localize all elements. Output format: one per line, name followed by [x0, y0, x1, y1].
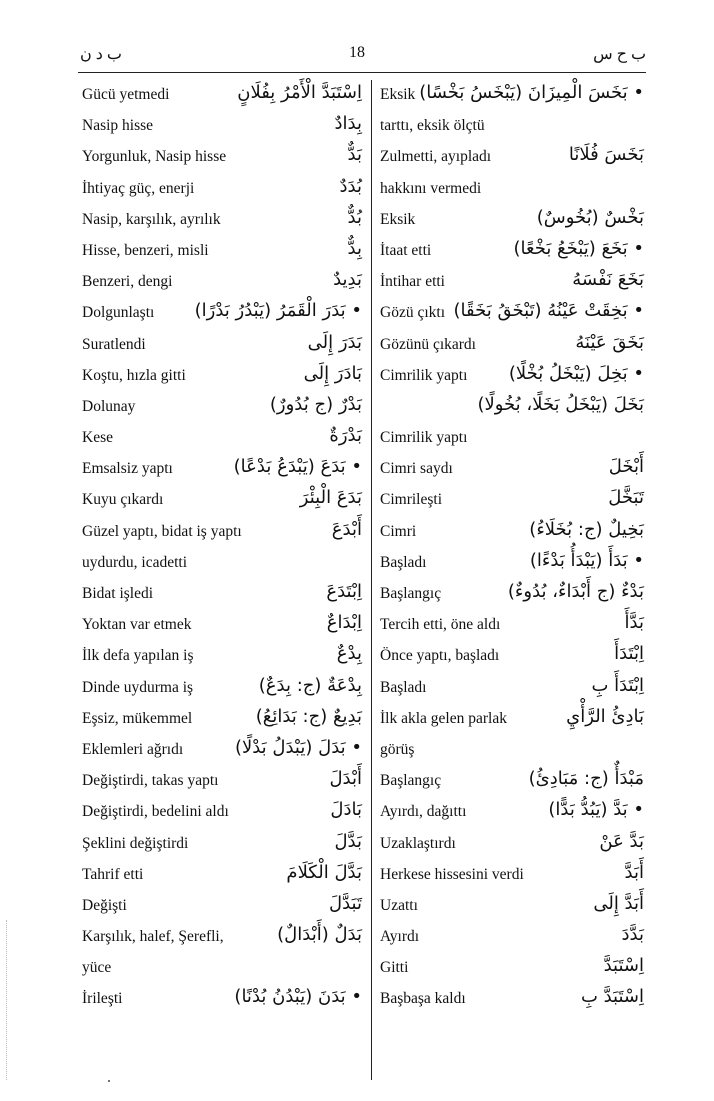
arabic-headword: • بَدَلَ (يَبْدَلُ بَدْلًا)	[234, 736, 362, 758]
dictionary-entry	[82, 332, 364, 363]
arabic-headword: بَدَرَ إِلَى	[307, 331, 362, 353]
turkish-meaning: Eksik	[380, 86, 416, 103]
turkish-meaning: görüş	[380, 740, 415, 758]
dictionary-entry	[82, 207, 364, 238]
arabic-headword: اِبْدَاعٌ	[326, 612, 362, 634]
turkish-meaning: Gözü çıktı	[380, 304, 445, 322]
turkish-meaning: Değiştirdi, takas yaptı	[82, 772, 219, 790]
header-letters-right: ب ح س	[593, 46, 646, 63]
turkish-meaning: Başbaşa kaldı	[380, 990, 466, 1008]
dictionary-entry	[380, 550, 646, 581]
arabic-headword: بَخَلَ (يَبْخَلُ بَخَلًا، بُخُولًا)	[477, 393, 644, 415]
dictionary-entry	[82, 581, 364, 612]
turkish-meaning: Bidat işledi	[82, 585, 154, 602]
turkish-meaning: hakkını vermedi	[380, 179, 482, 197]
dictionary-entry	[380, 269, 646, 300]
arabic-headword: أَبْدَعَ	[331, 518, 362, 540]
turkish-meaning: Kese	[82, 429, 113, 447]
arabic-headword: اِسْتَبَدَّ الْأَمْرُ بِفُلَانٍ	[237, 82, 362, 103]
turkish-meaning: Güzel yaptı, bidat iş yaptı	[82, 522, 242, 540]
header-rule	[78, 72, 646, 73]
arabic-headword: بَدَعَ الْبِئْرَ	[299, 487, 362, 509]
turkish-meaning: İrileşti	[82, 990, 123, 1008]
header-letters-left: ب د ن	[80, 46, 122, 63]
arabic-headword: بَدَّدَ	[621, 924, 644, 946]
dictionary-entry	[380, 425, 646, 456]
turkish-meaning: Eksik	[380, 210, 416, 228]
dictionary-entry	[82, 893, 364, 924]
arabic-headword: بَدِيدٌ	[333, 269, 362, 291]
arabic-headword: • بَدَعَ (يَبْدَعُ بَدْعًا)	[233, 456, 362, 478]
arabic-headword: • بَدَّ (يَبُدُّ بَدًّا)	[548, 799, 644, 821]
arabic-headword: بِدَادٌ	[334, 113, 362, 135]
arabic-headword: بُدَدٌ	[339, 175, 362, 197]
turkish-meaning: Dolunay	[82, 397, 136, 415]
dictionary-entry	[380, 487, 646, 518]
dictionary-entry	[82, 955, 364, 986]
dictionary-entry	[82, 238, 364, 269]
turkish-meaning: Herkese hissesini verdi	[380, 865, 524, 883]
scan-margin-mark	[6, 920, 7, 1080]
dictionary-entry	[82, 394, 364, 425]
turkish-meaning: Değiştirdi, bedelini aldı	[82, 803, 229, 821]
turkish-meaning: yüce	[82, 959, 112, 977]
turkish-meaning: Dinde uydurma iş	[82, 678, 194, 696]
dictionary-entry	[82, 862, 364, 893]
turkish-meaning: Cimrilik yaptı	[380, 429, 468, 447]
turkish-meaning: Başlangıç	[380, 772, 442, 790]
arabic-headword: بِدْعَةٌ (ج: بِدَعٌ)	[258, 674, 362, 696]
dictionary-entry	[82, 269, 364, 300]
arabic-headword: • بَخِقَتْ عَيْنُهُ (تَبْخَقُ بَخَقًا)	[453, 300, 644, 322]
dictionary-entry	[380, 955, 646, 986]
arabic-headword: بُدٌّ	[347, 206, 362, 228]
dictionary-entry	[380, 643, 646, 674]
dictionary-entry	[82, 176, 364, 207]
turkish-meaning: Cimrileşti	[380, 491, 442, 509]
arabic-headword: بَادَلَ	[330, 799, 362, 821]
dictionary-entry	[82, 768, 364, 799]
arabic-headword: اِسْتَبَدَّ بِ	[580, 986, 644, 1008]
arabic-headword: بَدَّأَ	[624, 612, 644, 634]
dictionary-entry	[82, 425, 364, 456]
turkish-meaning: Şeklini değiştirdi	[82, 834, 189, 852]
dictionary-entry	[380, 831, 646, 862]
dictionary-entry	[380, 581, 646, 612]
turkish-meaning: İhtiyaç güç, enerji	[82, 179, 195, 197]
dictionary-entry	[82, 799, 364, 830]
dictionary-entry	[82, 737, 364, 768]
dictionary-entry	[82, 706, 364, 737]
dictionary-entry	[380, 113, 646, 144]
arabic-headword: بَدْءٌ (ج أَبْدَاءٌ، بُدُوءٌ)	[507, 581, 644, 602]
turkish-meaning: Gücü yetmedi	[82, 86, 170, 103]
arabic-headword: بَخَعَ نَفْسَهُ	[572, 269, 644, 291]
dictionary-entry	[380, 986, 646, 1017]
turkish-meaning: Tahrif etti	[82, 865, 144, 883]
arabic-headword: اِبْتَدَأَ	[614, 643, 644, 665]
arabic-headword: بَخِيلٌ (ج: بُخَلَاءُ)	[529, 518, 644, 540]
turkish-meaning: Uzaklaştırdı	[380, 834, 456, 852]
dictionary-entry	[82, 831, 364, 862]
turkish-meaning: Gitti	[380, 959, 409, 977]
turkish-meaning: Karşılık, halef, Şerefli,	[82, 928, 224, 946]
column-divider	[371, 80, 372, 1080]
arabic-headword: بَدْرَةٌ	[329, 425, 362, 447]
arabic-headword: بَدَّلَ الْكَلَامَ	[286, 861, 362, 883]
left-column	[82, 82, 364, 1018]
arabic-headword: • بَخِلَ (يَبْخَلُ بُخْلًا)	[508, 362, 644, 384]
dictionary-entry	[380, 862, 646, 893]
arabic-headword: • بَدَأَ (يَبْدَأُ بَدْءًا)	[529, 549, 644, 571]
turkish-meaning: Benzeri, dengi	[82, 273, 173, 291]
dictionary-entry	[82, 550, 364, 581]
turkish-meaning: Hisse, benzeri, misli	[82, 241, 209, 259]
dictionary-entry	[380, 394, 646, 425]
arabic-headword: بَادِئُ الرَّأْيِ	[566, 705, 644, 727]
dictionary-entry	[82, 643, 364, 674]
dictionary-entry	[380, 924, 646, 955]
dictionary-entry	[82, 144, 364, 175]
turkish-meaning: Zulmetti, ayıpladı	[380, 148, 492, 166]
dictionary-entry	[82, 113, 364, 144]
arabic-headword: اِبْتَدَعَ	[326, 581, 362, 602]
turkish-meaning: Başladı	[380, 553, 427, 571]
dictionary-entry	[380, 363, 646, 394]
dictionary-entry	[380, 612, 646, 643]
scan-speck	[108, 1080, 110, 1082]
turkish-meaning: Başladı	[380, 678, 427, 696]
dictionary-entry	[82, 986, 364, 1017]
arabic-headword: أَبْخَلَ	[608, 456, 644, 478]
arabic-headword: • بَدَرَ الْقَمَرُ (يَبْدُرُ بَدْرًا)	[194, 300, 362, 322]
arabic-headword: تَبَدَّلَ	[329, 892, 362, 914]
dictionary-entry	[380, 176, 646, 207]
arabic-headword: أَبَدَّ إِلَى	[593, 892, 644, 914]
turkish-meaning: Ayırdı	[380, 928, 420, 946]
dictionary-entry	[380, 799, 646, 830]
arabic-headword: اِسْتَبَدَّ	[603, 955, 644, 977]
arabic-headword: بِدٌّ	[347, 237, 362, 259]
dictionary-entry	[82, 675, 364, 706]
arabic-headword: بِدْعٌ	[336, 643, 362, 665]
arabic-headword: بَادَرَ إِلَى	[303, 362, 362, 384]
turkish-meaning: Cimri saydı	[380, 460, 453, 478]
dictionary-entry	[380, 893, 646, 924]
turkish-meaning: İtaat etti	[380, 241, 432, 259]
dictionary-entry	[380, 238, 646, 269]
dictionary-entry	[82, 924, 364, 955]
turkish-meaning: Gözünü çıkardı	[380, 335, 476, 353]
turkish-meaning: İlk akla gelen parlak	[380, 709, 507, 727]
arabic-headword: • بَخَعَ (يَبْخَعُ بَخْعًا)	[513, 237, 644, 259]
dictionary-entry	[82, 456, 364, 487]
dictionary-entry	[380, 519, 646, 550]
turkish-meaning: Cimrilik yaptı	[380, 366, 468, 384]
dictionary-entry	[380, 706, 646, 737]
turkish-meaning: Yorgunluk, Nasip hisse	[82, 148, 227, 166]
turkish-meaning: Nasip hisse	[82, 117, 154, 135]
arabic-headword: بَدٌّ	[347, 144, 362, 166]
turkish-meaning: tarttı, eksik ölçtü	[380, 117, 485, 135]
turkish-meaning: Değişti	[82, 896, 127, 914]
turkish-meaning: Uzattı	[380, 896, 418, 914]
turkish-meaning: Kuyu çıkardı	[82, 491, 164, 509]
page-number: 18	[349, 44, 365, 61]
dictionary-entry	[82, 612, 364, 643]
turkish-meaning: Emsalsiz yaptı	[82, 460, 173, 478]
turkish-meaning: Suratlendi	[82, 335, 146, 353]
turkish-meaning: Başlangıç	[380, 585, 442, 602]
arabic-headword: بَدَّ عَنْ	[599, 830, 644, 852]
turkish-meaning: uydurdu, icadetti	[82, 553, 188, 571]
turkish-meaning: Nasip, karşılık, ayrılık	[82, 210, 221, 228]
arabic-headword: بَدَلٌ (أَبْدَالٌ)	[277, 924, 362, 946]
arabic-headword: بَخَسَ فُلَانًا	[568, 144, 644, 166]
arabic-headword: بَدِيعٌ (ج: بَدَائِعُ)	[255, 705, 362, 727]
turkish-meaning: Eklemleri ağrıdı	[82, 740, 184, 758]
arabic-headword: تَبَخَّلَ	[608, 487, 644, 509]
dictionary-entry	[82, 519, 364, 550]
dictionary-entry	[380, 737, 646, 768]
dictionary-entry	[82, 487, 364, 518]
dictionary-entry	[380, 456, 646, 487]
dictionary-entry	[380, 332, 646, 363]
dictionary-entry	[380, 207, 646, 238]
dictionary-entry	[82, 300, 364, 331]
arabic-headword: اِبْتَدَأَ بِ	[591, 674, 644, 696]
dictionary-entry	[380, 144, 646, 175]
dictionary-entry	[380, 768, 646, 799]
arabic-headword: بَدَّلَ	[334, 830, 362, 852]
dictionary-entry	[380, 82, 646, 113]
turkish-meaning: Ayırdı, dağıttı	[380, 803, 467, 821]
arabic-headword: • بَدَنَ (يَبْدُنُ بُدْنًا)	[234, 986, 362, 1008]
dictionary-entry	[380, 300, 646, 331]
right-column	[380, 82, 646, 1018]
arabic-headword: مَبْدَأٌ (ج: مَبَادِئُ)	[528, 768, 644, 790]
turkish-meaning: Yoktan var etmek	[82, 616, 192, 634]
turkish-meaning: Önce yaptı, başladı	[380, 647, 500, 665]
turkish-meaning: Dolgunlaştı	[82, 304, 155, 322]
turkish-meaning: İlk defa yapılan iş	[82, 647, 194, 665]
turkish-meaning: İntihar etti	[380, 273, 445, 291]
arabic-headword: أَبْدَلَ	[329, 768, 362, 790]
turkish-meaning: Tercih etti, öne aldı	[380, 616, 501, 634]
dictionary-entry	[82, 82, 364, 113]
arabic-headword: بَخَقَ عَيْنَهُ	[575, 331, 644, 353]
turkish-meaning: Koştu, hızla gitti	[82, 366, 186, 384]
dictionary-entry	[82, 363, 364, 394]
arabic-headword: أَبَدَّ	[624, 861, 644, 883]
turkish-meaning: Cimri	[380, 522, 417, 540]
dictionary-entry	[380, 675, 646, 706]
arabic-headword: بَخْسٌ (بُخُوسٌ)	[536, 206, 644, 228]
turkish-meaning: Eşsiz, mükemmel	[82, 709, 193, 727]
arabic-headword: • بَخَسَ الْمِيزَانَ (يَبْخَسُ بَخْسًا)	[419, 82, 644, 103]
arabic-headword: بَدْرٌ (ج بُدُورٌ)	[269, 393, 362, 415]
